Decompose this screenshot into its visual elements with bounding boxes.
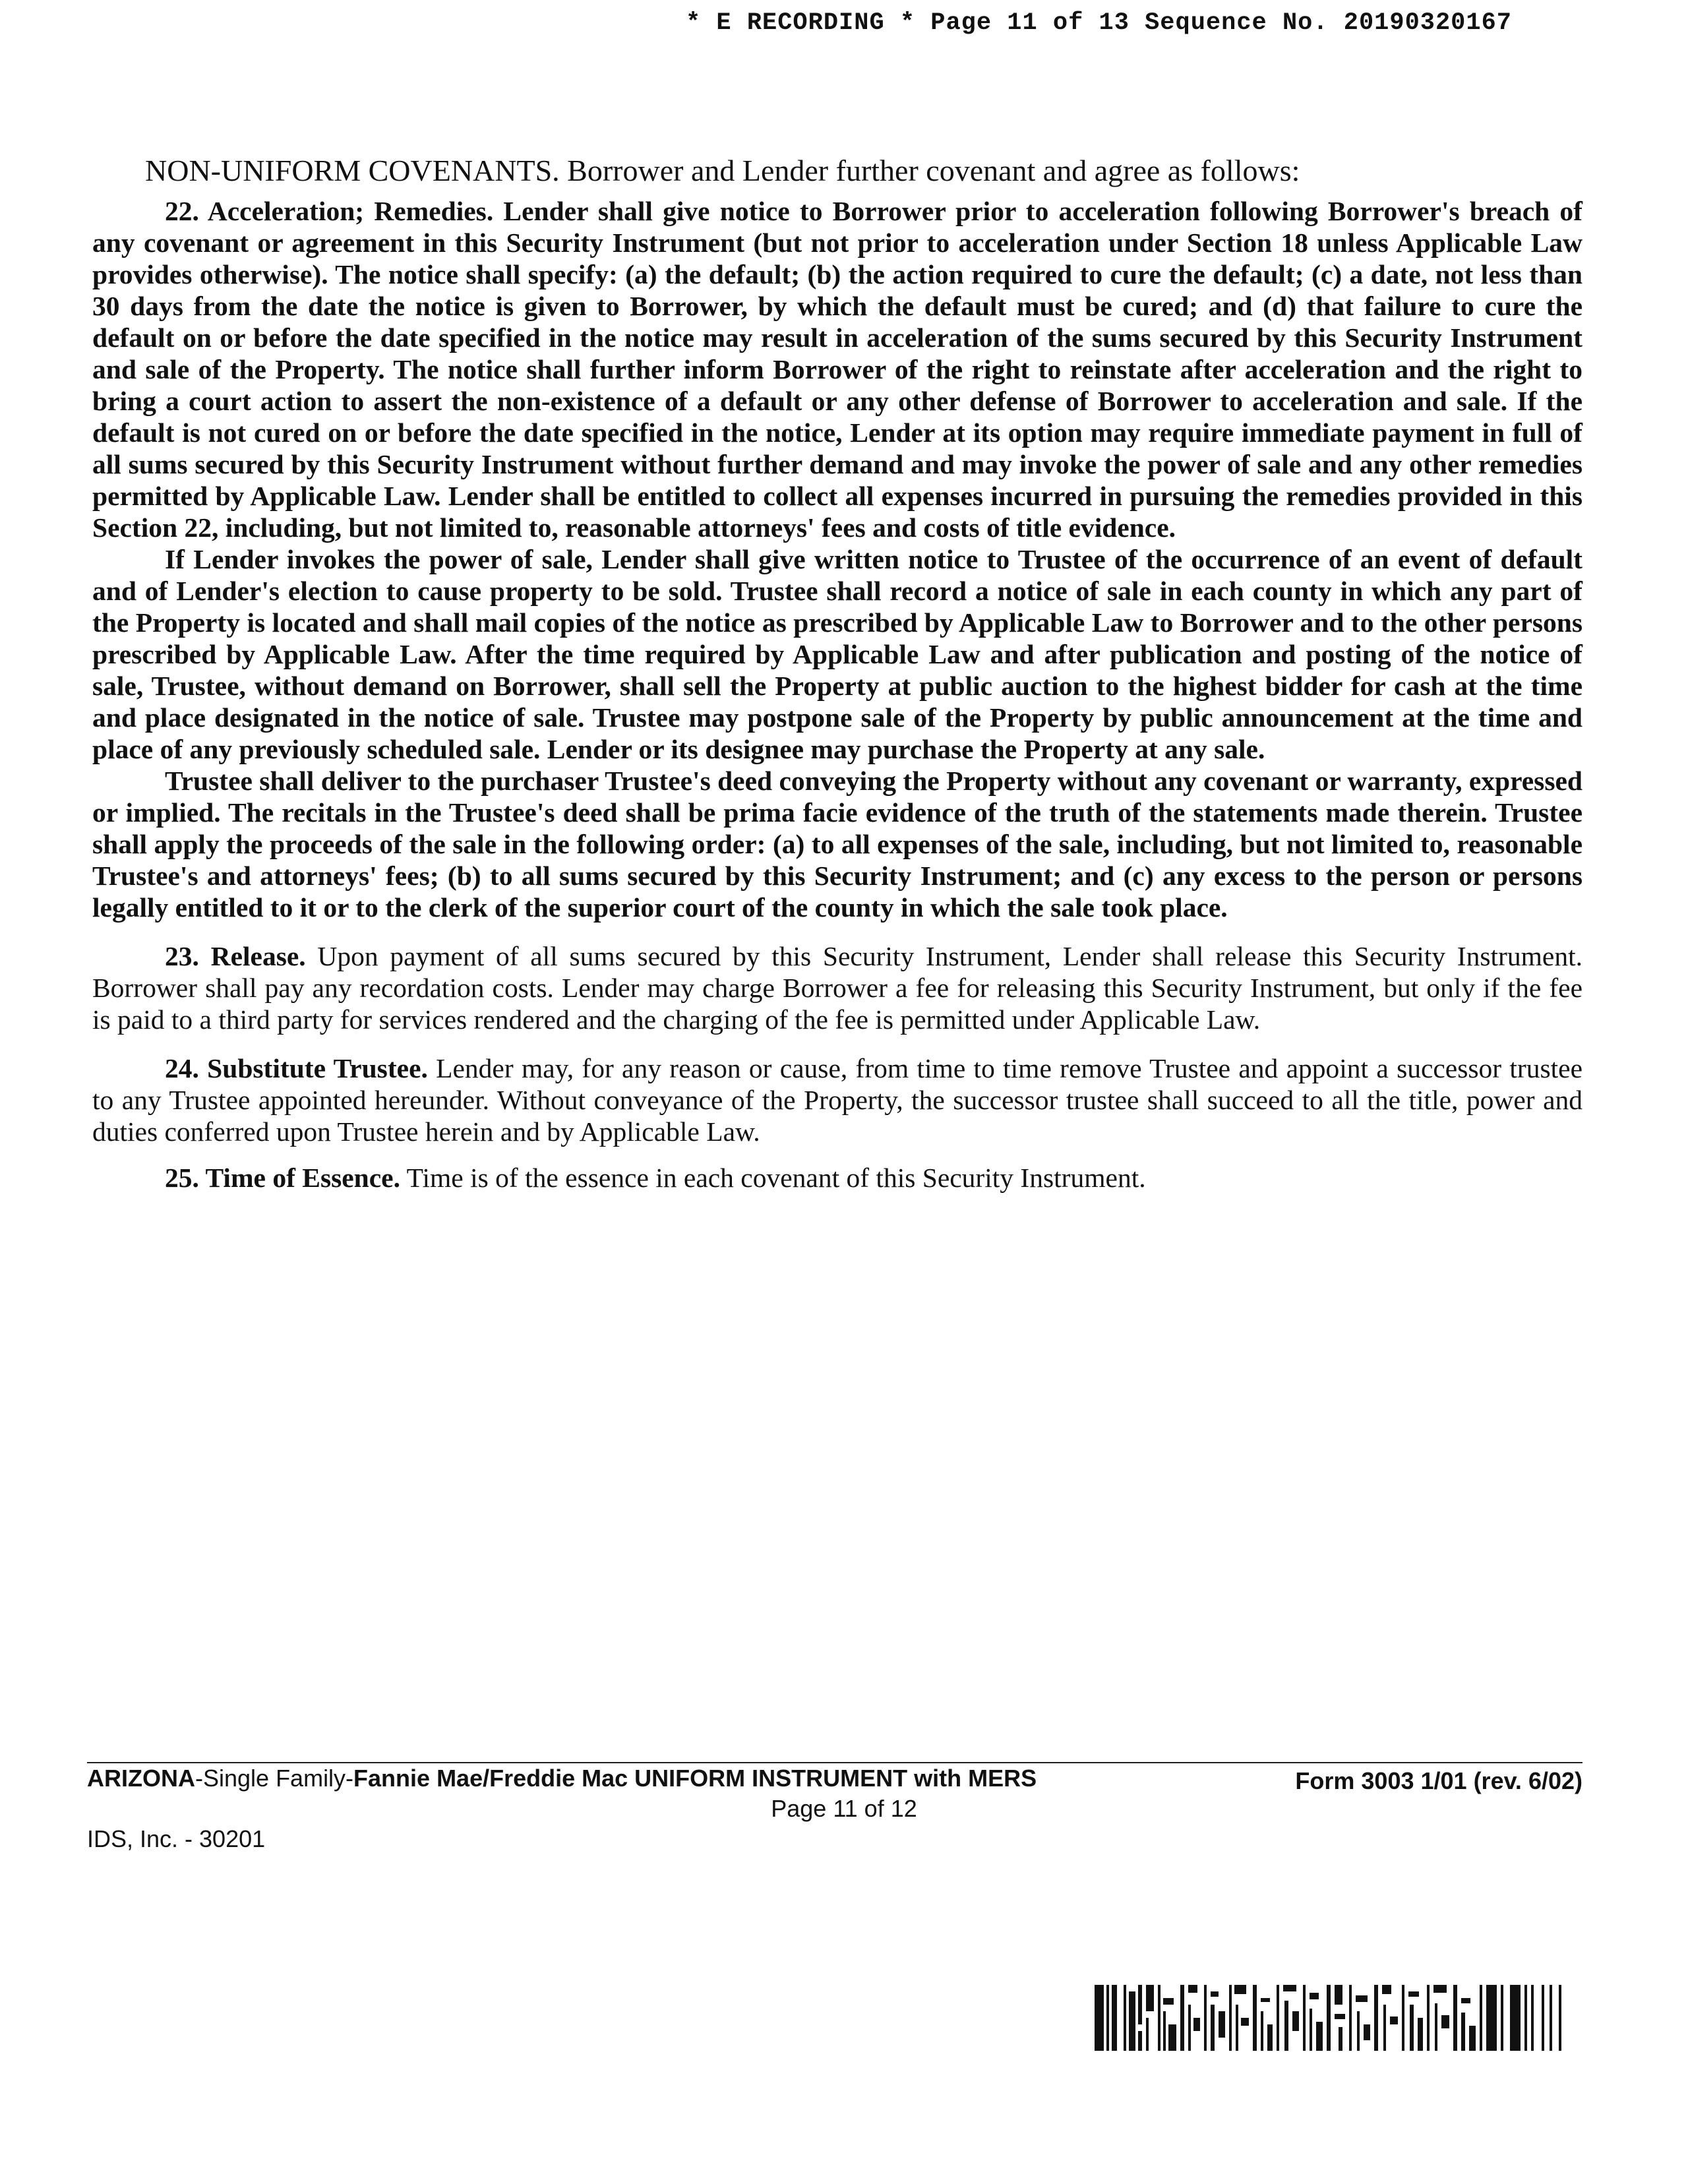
footer-state: ARIZONA	[87, 1765, 195, 1792]
section-25-time-of-essence	[92, 1162, 1582, 1194]
section-23-text: Upon payment of all sums secured by this Security Instrument, Lender shall release this Security Instrument. Borrower shall pay any recordation costs. Lender may charge Borrower a fee for releasing this Security Instrument, but only if the fee is paid to a third party for services rendered and the charging of the fee is permitted under Applicable Law.	[92, 941, 1582, 1035]
section-25-heading: 25. Time of Essence.	[165, 1163, 400, 1193]
section-23-release	[92, 940, 1582, 1035]
non-uniform-covenants-intro: NON-UNIFORM COVENANTS. Borrower and Lender further covenant and agree as follows:	[145, 154, 1300, 187]
section-24-heading: 24. Substitute Trustee.	[165, 1053, 428, 1083]
footer-divider	[87, 1762, 1582, 1763]
barcode-image	[1095, 1985, 1569, 2051]
section-25-text: Time is of the essence in each covenant of this Security Instrument.	[400, 1163, 1146, 1193]
section-22-paragraph-1: 22. Acceleration; Remedies. Lender shall give notice to Borrower prior to acceleration following Borrower's breach of any covenant or agreement in this Security Instrument (but not prior to acceleration under Section 18 unless Applicable Law provides otherwise). The notice shall specify: (a) the default; (b) the action required to cure the default; (c) a date, not less than 30 days from the date the notice is given to Borrower, by which the default must be cured; and (d) that failure to cure the default on or before the date specified in the notice may result in acceleration of the sums secured by this Security Instrument and sale of the Property. The notice shall further inform Borrower of the right to reinstate after acceleration and the right to bring a court action to assert the non-existence of a default or any other defense of Borrower to acceleration and sale. If the default is not cured on or before the date specified in the notice, Lender at its option may require immediate payment in full of all sums secured by this Security Instrument without further demand and may invoke the power of sale and any other remedies permitted by Applicable Law. Lender shall be entitled to collect all expenses incurred in pursuing the remedies provided in this Section 22, including, but not limited to, reasonable attorneys' fees and costs of title evidence.	[92, 196, 1582, 543]
recording-stamp: * E RECORDING * Page 11 of 13 Sequence No. 20190320167	[686, 9, 1512, 37]
footer-page-number: Page 11 of 12	[771, 1795, 917, 1822]
section-24-substitute-trustee	[92, 1052, 1582, 1147]
footer-instrument: Fannie Mae/Freddie Mac UNIFORM INSTRUMENT with MERS	[353, 1765, 1037, 1792]
footer-family: -Single Family-	[195, 1765, 354, 1792]
section-22-paragraph-3: Trustee shall deliver to the purchaser Trustee's deed conveying the Property without any covenant or warranty, expressed or implied. The recitals in the Trustee's deed shall be prima facie evidence of the truth of the statements made therein. Trustee shall apply the proceeds of the sale in the following order: (a) to all expenses of the sale, including, but not limited to, reasonable Trustee's and attorneys' fees; (b) to all sums secured by this Security Instrument; and (c) any excess to the person or persons legally entitled to it or to the clerk of the superior court of the county in which the sale took place.	[92, 766, 1582, 923]
section-24-text: Lender may, for any reason or cause, from time to time remove Trustee and appoint a successor trustee to any Trustee appointed hereunder. Without conveyance of the Property, the successor trustee shall succeed to all the title, power and duties conferred upon Trustee herein and by Applicable Law.	[92, 1053, 1583, 1147]
footer-form-title	[87, 1765, 1037, 1792]
footer-ids-code: IDS, Inc. - 30201	[87, 1825, 266, 1852]
section-22-paragraph-2: If Lender invokes the power of sale, Lender shall give written notice to Trustee of the occurrence of an event of default and of Lender's election to cause property to be sold. Trustee shall record a notice of sale in each county in which any part of the Property is located and shall mail copies of the notice as prescribed by Applicable Law to Borrower and to the other persons prescribed by Applicable Law. After the time required by Applicable Law and after publication and posting of the notice of sale, Trustee, without demand on Borrower, shall sell the Property at public auction to the highest bidder for cash at the time and place designated in the notice of sale. Trustee may postpone sale of the Property by public announcement at the time and place of any previously scheduled sale. Lender or its designee may purchase the Property at any sale.	[92, 544, 1582, 764]
document-body	[92, 153, 1582, 1194]
section-23-heading: 23. Release.	[165, 941, 306, 971]
footer-form-number: Form 3003 1/01 (rev. 6/02)	[1295, 1767, 1582, 1794]
